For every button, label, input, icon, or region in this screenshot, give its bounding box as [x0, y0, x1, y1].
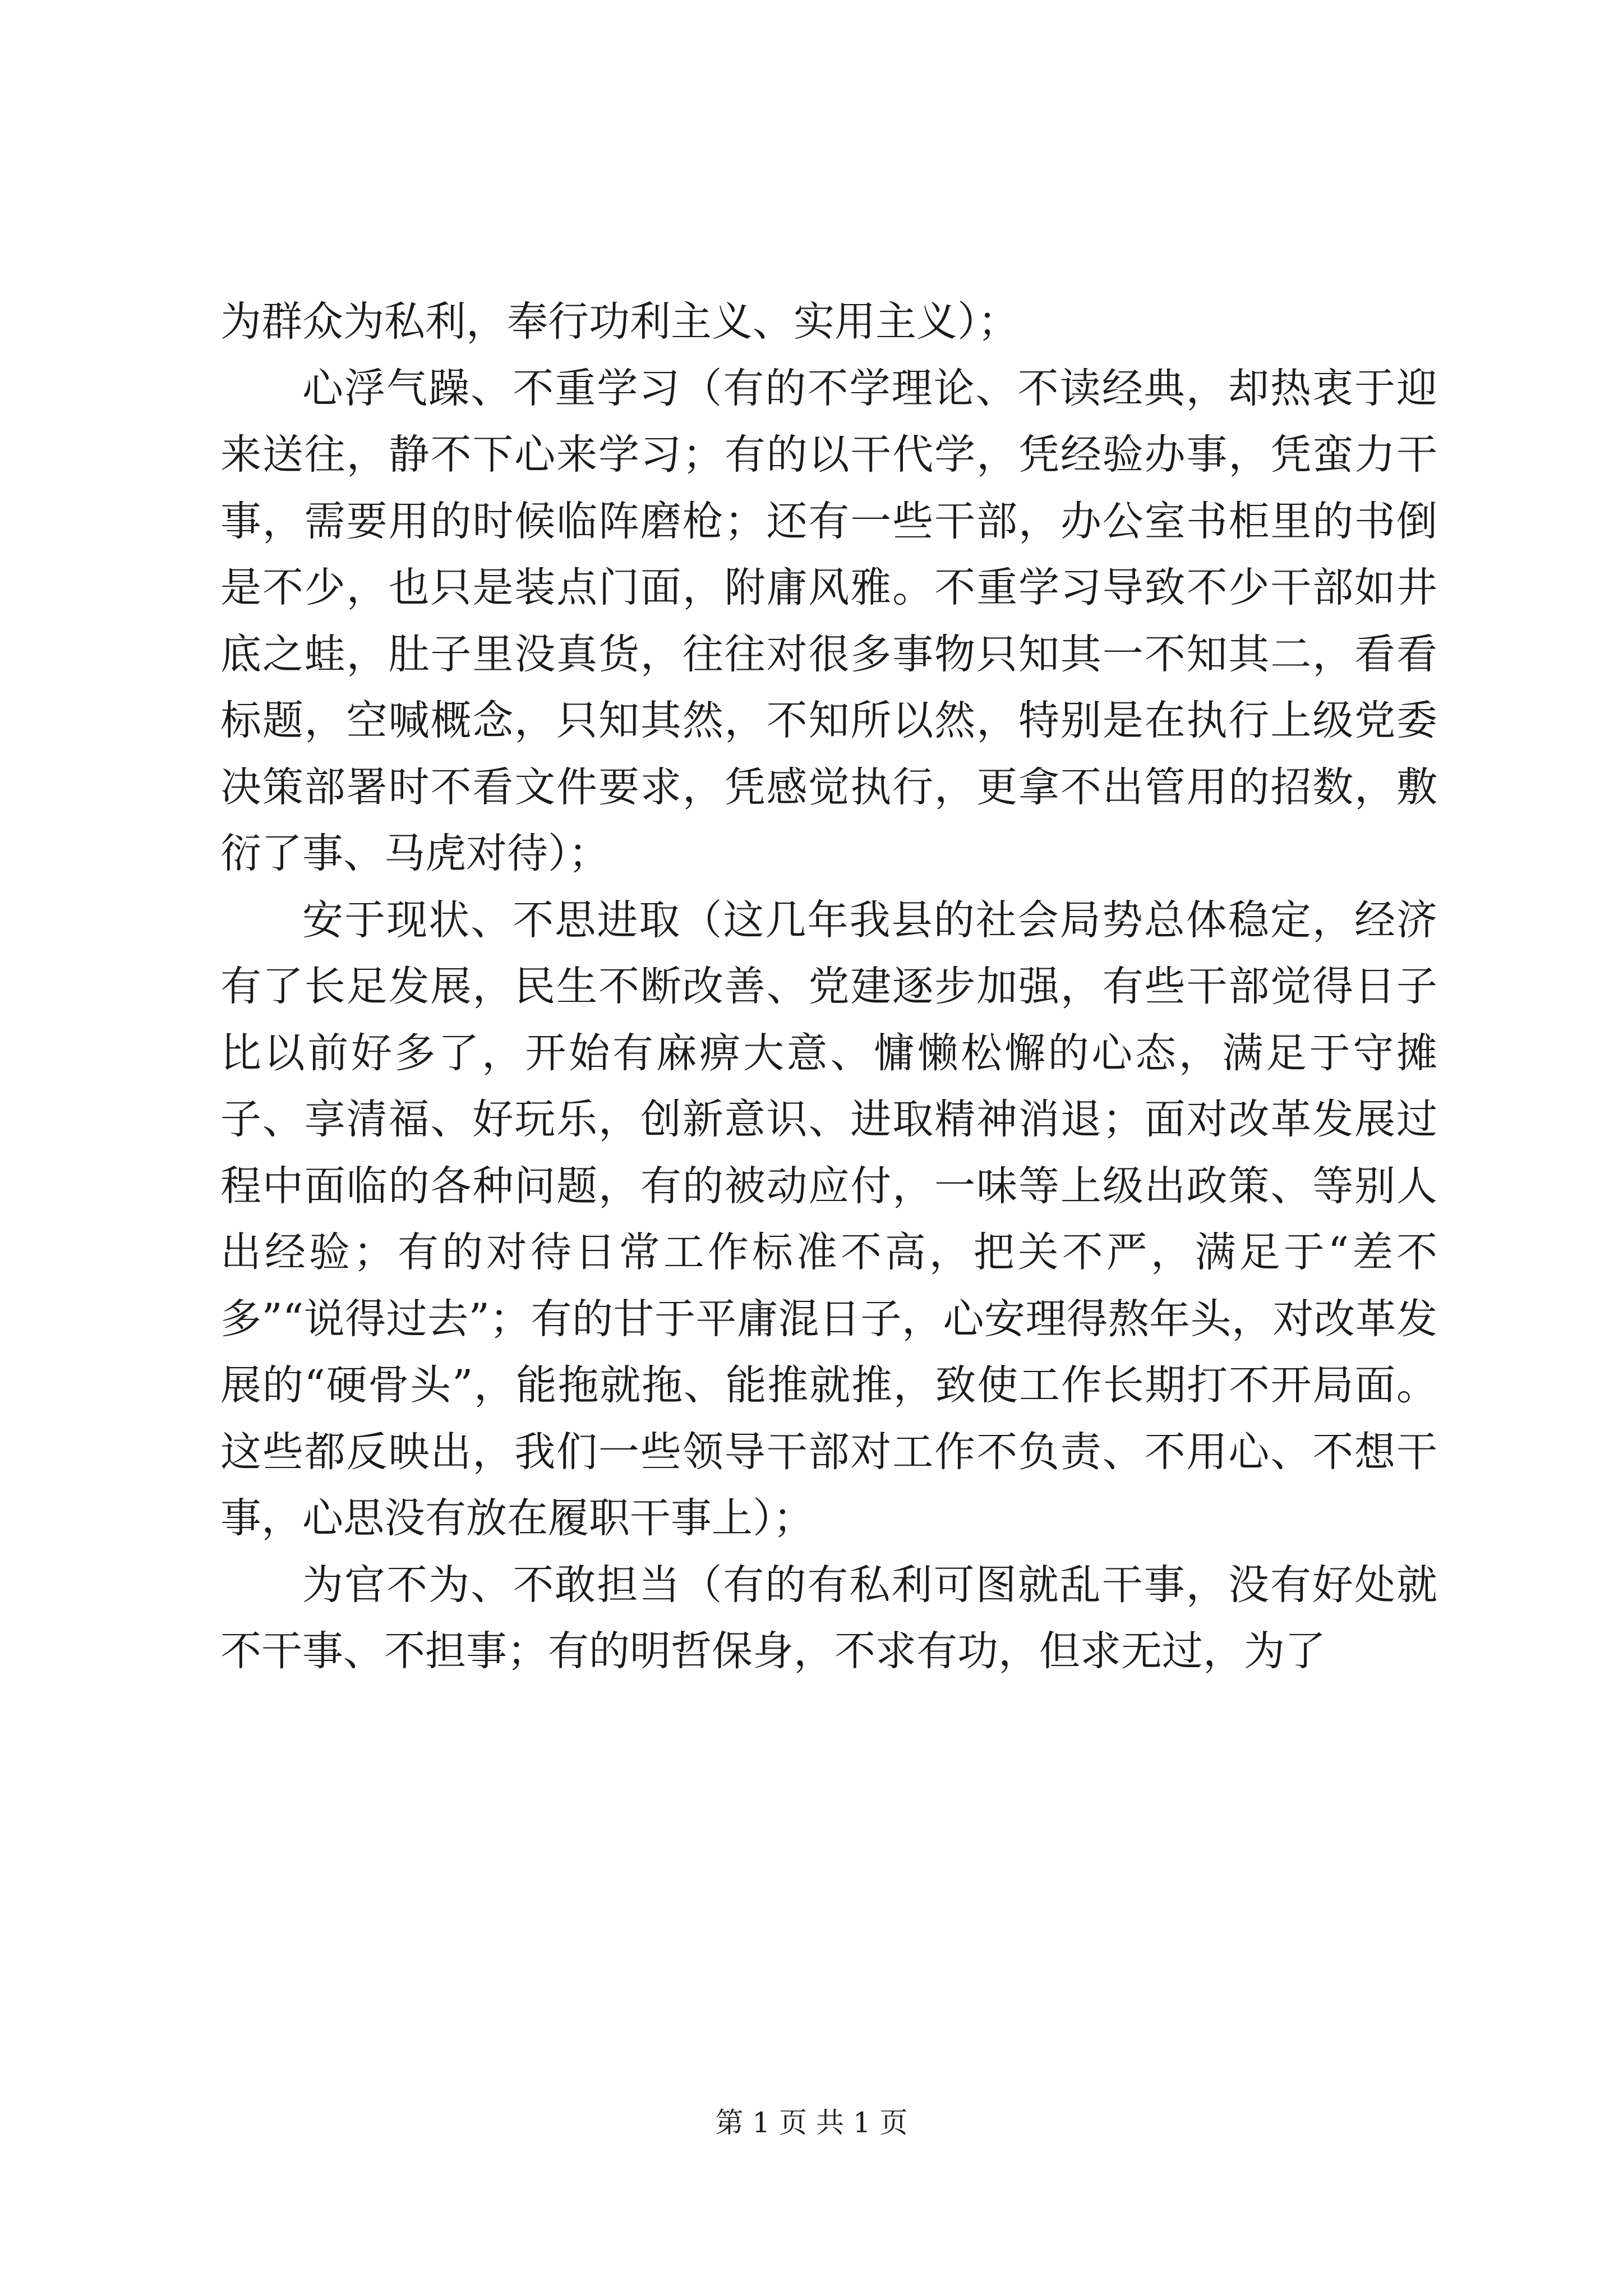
- paragraph: 心浮气躁、不重学习（有的不学理论、不读经典，却热衷于迎来送往，静不下心来学习；有的以干代学，凭经验办事，凭蛮力干事，需要用的时候临阵磨枪；还有一些干部，办公室书柜里的书倒是不少，也只是装点门面，附庸风雅。不重学习导致不少干部如井底之蛙，肚子里没真货，往往对很多事物只知其一不知其二，看看标题，空喊概念，只知其然，不知所以然，特别是在执行上级党委决策部署时不看文件要求，凭感觉执行，更拿不出管用的招数，敷衍了事、马虎对待）；: [220, 364, 1437, 877]
- document-body: [220, 289, 1437, 1685]
- page-footer: 第 1 页 共 1 页: [715, 2106, 908, 2139]
- paragraph: 为群众为私利，奉行功利主义、实用主义）；: [220, 298, 1019, 346]
- paragraph: 为官不为、不敢担当（有的有私利可图就乱干事，没有好处就不干事、不担事；有的明哲保身，不求有功，但求无过，为了: [220, 1561, 1437, 1675]
- paragraph: 安于现状、不思进取（这几年我县的社会局势总体稳定，经济有了长足发展，民生不断改善、党建逐步加强，有些干部觉得日子比以前好多了，开始有麻痹大意、慵懒松懈的心态，满足于守摊子、享清福、好玩乐，创新意识、进取精神消退；面对改革发展过程中面临的各种问题，有的被动应付，一味等上级出政策、等别人出经验；有的对待日常工作标准不高，把关不严，满足于“差不多”“说得过去”；有的甘于平庸混日子，心安理得熬年头，对改革发展的“硬骨头”，能拖就拖、能推就推，致使工作长期打不开局面。这些都反映出，我们一些领导干部对工作不负责、不用心、不想干事，心思没有放在履职干事上）；: [220, 896, 1437, 1542]
